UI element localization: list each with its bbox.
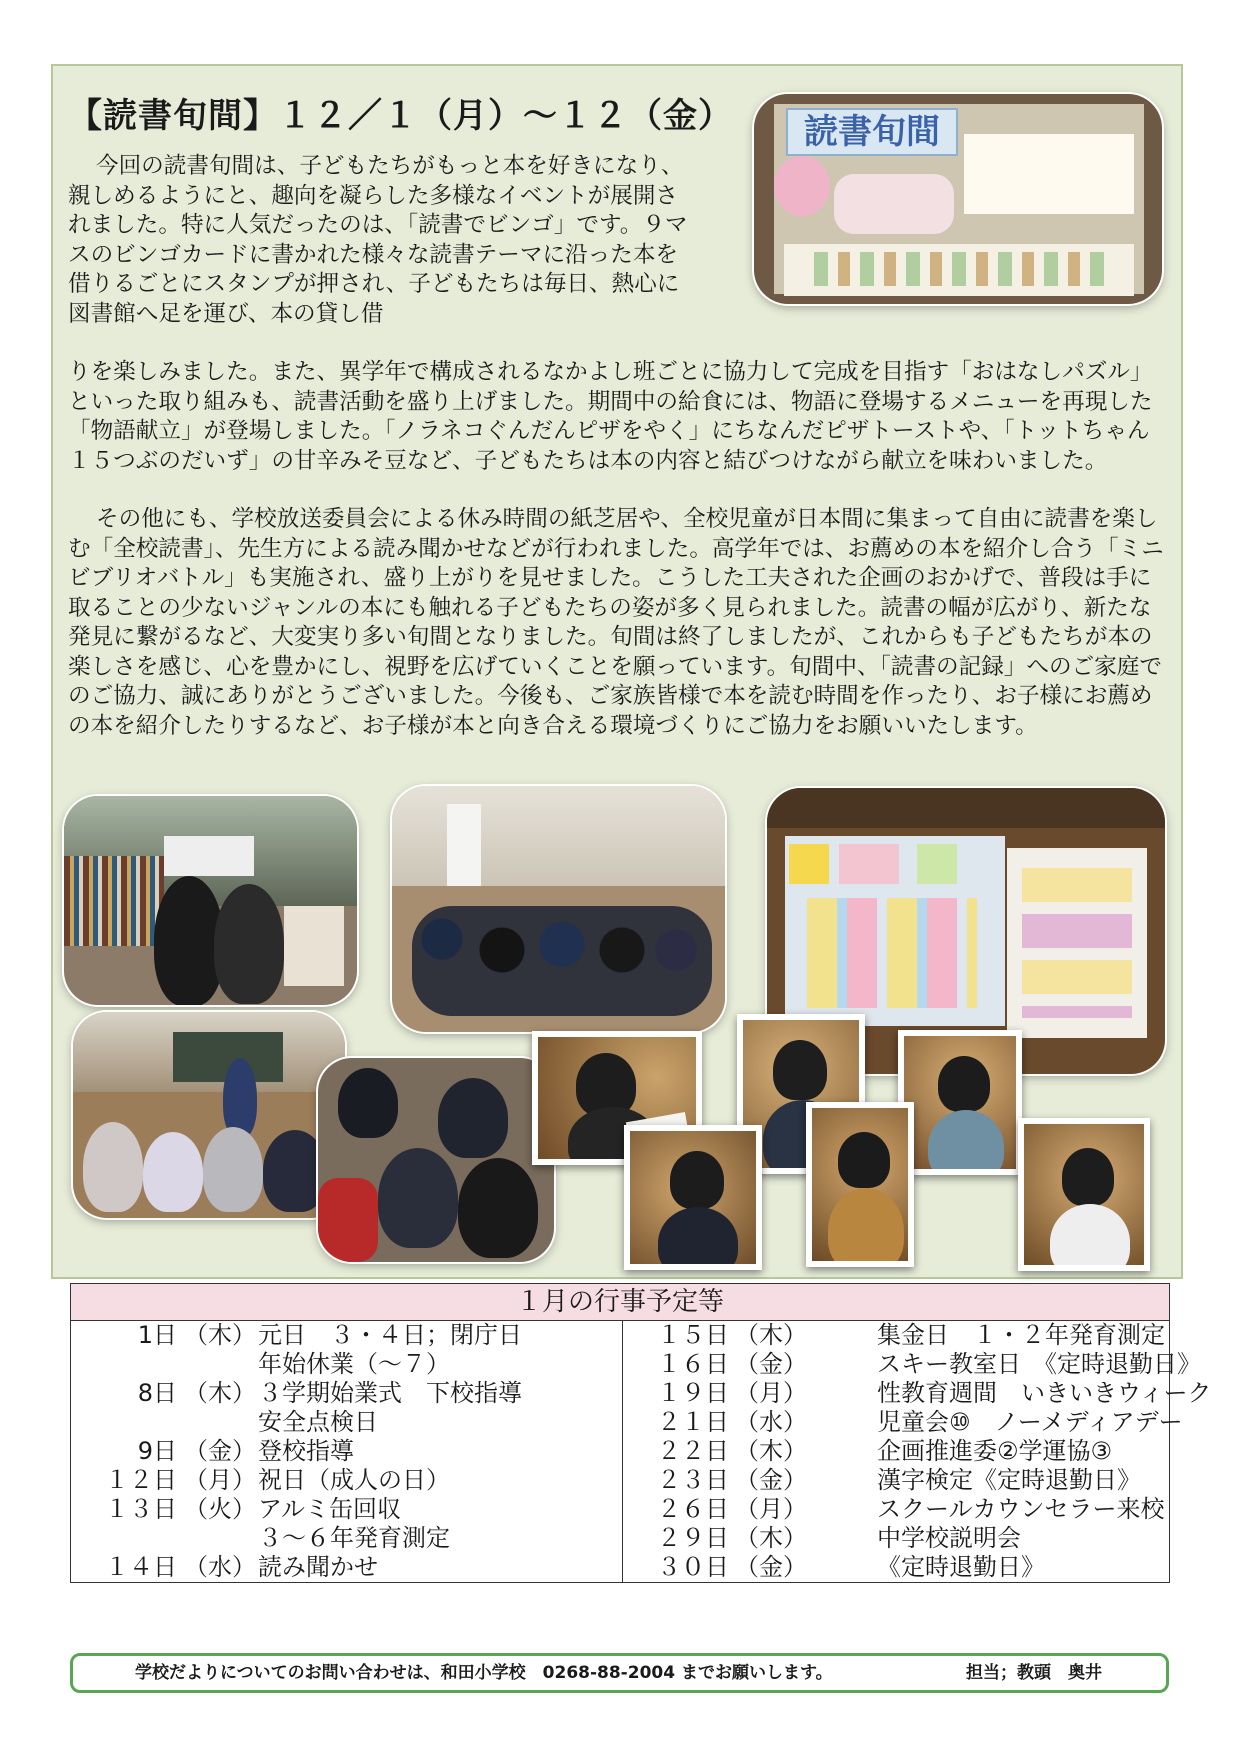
assembly-photo [392, 786, 725, 1032]
schedule-row: ２９日 （木） 中学校説明会 [657, 1524, 1021, 1552]
article-paragraph-1: 今回の読書旬間は、子どもたちがもっと本を好きになり、親しめるようにと、趣向を凝らした多様なイベントが展開されました。特に人気だったのは、「読書でビンゴ」です。９マスのビンゴカードに書かれた様々な読書テーマに沿った本を借りるごとにスタンプが押され、子どもたちは毎日、熱心に図書館へ足を運び、本の貸し借 [68, 153, 688, 327]
schedule-row: ２６日 （月） スクールカウンセラー来校 [657, 1495, 1165, 1523]
schedule-row: ３～６年発育測定 [258, 1524, 450, 1552]
schedule-row: １６日 （金） スキー教室日 《定時退勤日》 [657, 1350, 1201, 1378]
article-paragraph-3: その他にも、学校放送委員会による休み時間の紙芝居や、全校児童が日本間に集まって自由に読書を楽しむ「全校読書」、先生方による読み聞かせなどが行われました。高学年では、お薦めの本を紹介し合う「ミニビブリオバトル」も実施され、盛り上がりを見せました。こうした工夫された企画のおかげで、普段は手に取ることの少ないジャンルの本にも触れる子どもたちの姿が多く見られました。読書の幅が広がり、新たな発見に繋がるなど、大変実り多い旬間となりました。旬間は終了しましたが、これからも子どもたちが本の楽しさを感じ、心を豊かにし、視野を広げていくことを願っています。旬間中、「読書の記録」へのご家庭でのご協力、誠にありがとうございました。今後も、ご家族皆様で本を読む時間を作ったり、お子様にお薦めの本を紹介したりするなど、お子様が本と向き合える環境づくりにご協力をお願いいたします。 [68, 506, 1164, 739]
presenter-photo-4 [624, 1125, 762, 1270]
group-reading-photo [318, 1058, 554, 1262]
presenter-photo-5 [806, 1102, 914, 1267]
schedule-row: １３日 （火） アルミ缶回収 [105, 1495, 402, 1523]
schedule-row: ２３日 （金） 漢字検定《定時退勤日》 [657, 1466, 1141, 1494]
poster-title-banner: 読書旬間 [786, 108, 958, 156]
schedule-table [70, 1283, 1212, 1583]
schedule-row: 1日 （木） 元日 ３・４日；閉庁日 [137, 1321, 522, 1349]
schedule-row: １２日 （月） 祝日（成人の日） [105, 1466, 450, 1494]
article-title: 【読書旬間】１２／１（月）～１２（金） [68, 96, 733, 136]
schedule-row: 9日 （金） 登校指導 [137, 1437, 354, 1465]
bulletin-board-photo [754, 94, 1162, 304]
contact-person: 担当；教頭 奥井 [966, 1663, 1102, 1683]
schedule-left-column [71, 1321, 623, 1582]
schedule-right-column [623, 1321, 1212, 1582]
schedule-title: １月の行事予定等 [71, 1284, 1169, 1321]
schedule-row: ３０日 （金） 《定時退勤日》 [657, 1553, 1045, 1581]
schedule-row: 8日 （木） ３学期始業式 下校指導 [137, 1379, 522, 1407]
library-photo [64, 796, 357, 1005]
presenter-photo-6 [1018, 1118, 1150, 1271]
schedule-row: 年始休業（～７） [258, 1350, 450, 1378]
schedule-row: １９日 （月） 性教育週間 いきいきウィーク [657, 1379, 1212, 1407]
contact-text: 学校だよりについてのお問い合わせは、和田小学校 0268-88-2004 までお願いします。 [135, 1663, 833, 1683]
presenter-photo-3 [898, 1030, 1022, 1175]
schedule-row: １５日 （木） 集金日 １・２年発育測定 [657, 1321, 1165, 1349]
schedule-row: ２２日 （木） 企画推進委②学運協③ [657, 1437, 1113, 1465]
article-paragraph-2: りを楽しみました。また、異学年で構成されるなかよし班ごとに協力して完成を目指す「おはなしパズル」といった取り組みも、読書活動を盛り上げました。期間中の給食には、物語に登場するメニューを再現した「物語献立」が登場しました。「ノラネコぐんだんピザをやく」にちなんだピザトーストや、「トットちゃん１５つぶのだいず」の甘辛みそ豆など、子どもたちは本の内容と結びつけながら献立を味わいました。 [68, 359, 1153, 474]
classroom-reading-photo [73, 1012, 345, 1218]
contact-footer [70, 1653, 1169, 1693]
schedule-row: 安全点検日 [258, 1408, 378, 1436]
schedule-row: ２１日 （水） 児童会⑩ ノーメディアデー [657, 1408, 1183, 1436]
schedule-row: １４日 （水） 読み聞かせ [105, 1553, 378, 1581]
